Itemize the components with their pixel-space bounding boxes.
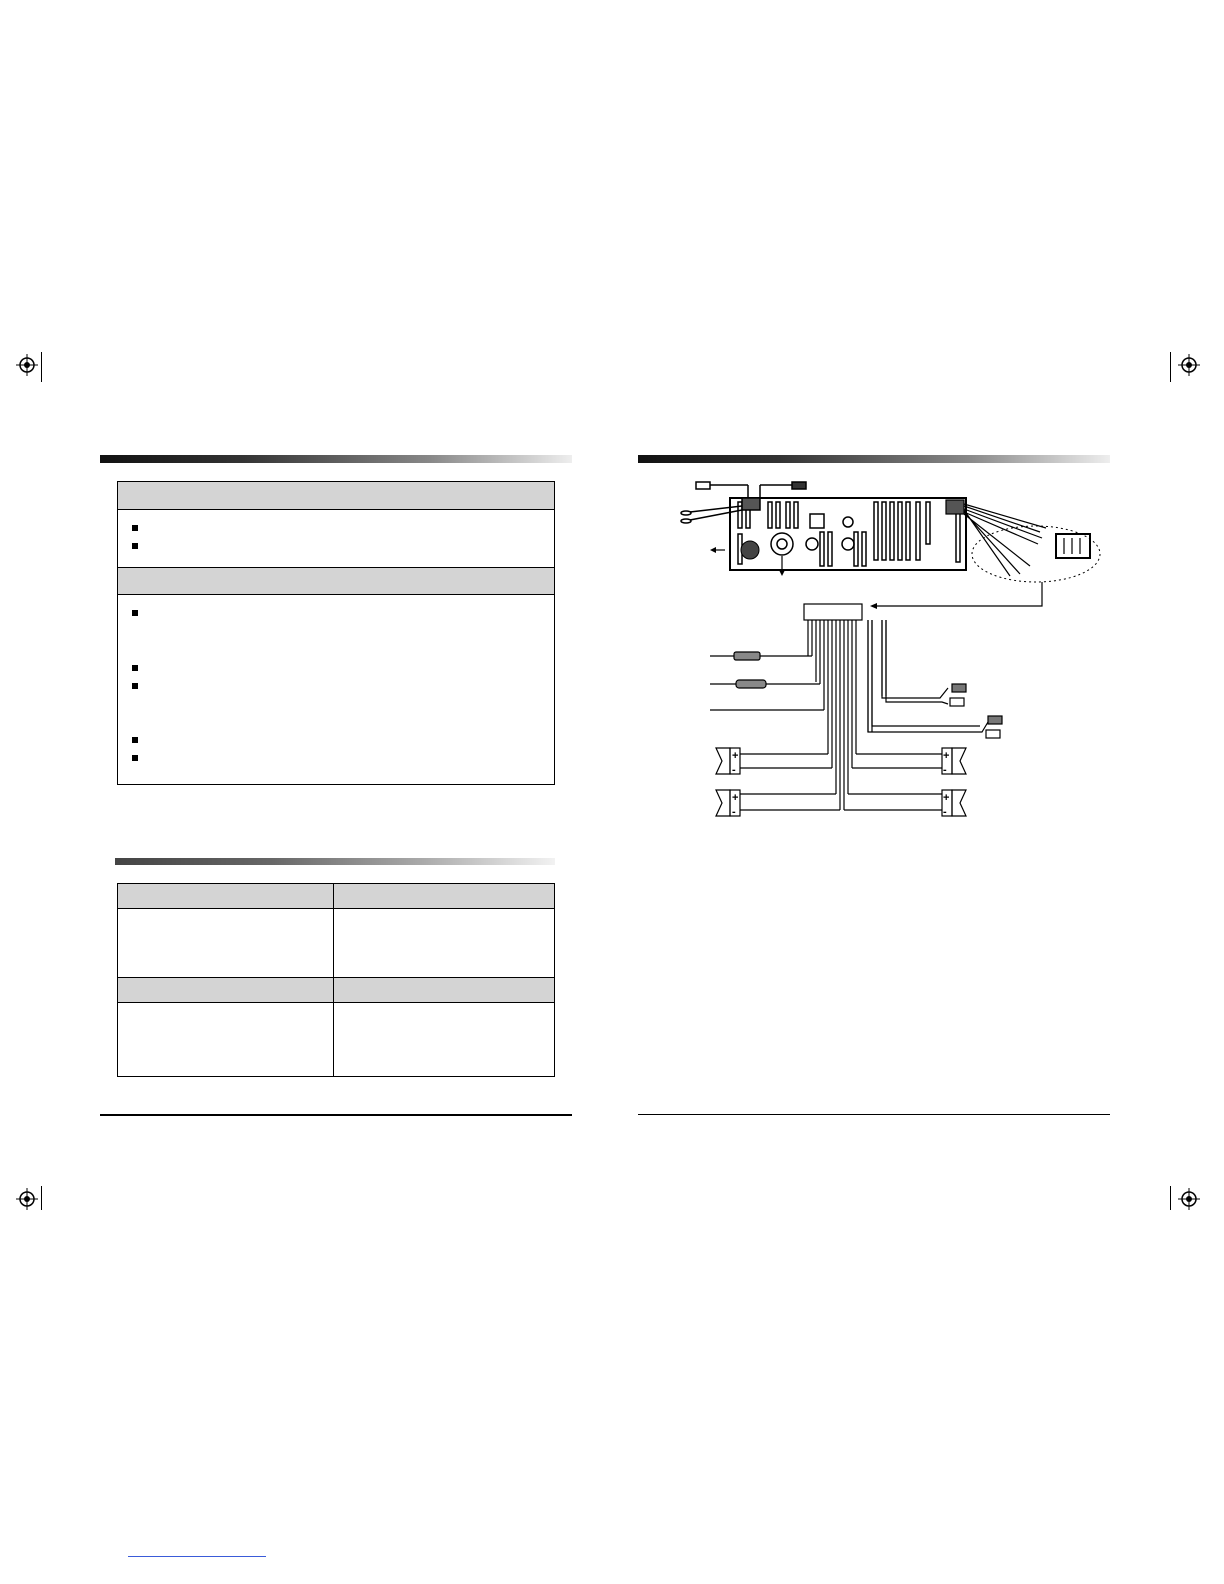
heat-sink-fins [738,502,960,566]
troubleshooting-box [117,481,555,785]
harness-wires [808,620,886,810]
list-bullet [132,525,138,531]
link-underline[interactable] [128,1556,266,1557]
power-wires [710,652,824,710]
section-header-bar [100,455,572,463]
fuse-holder-icon [806,517,854,550]
list-bullet [132,665,138,671]
din-connector-icon [771,533,793,555]
wiring-harness [946,500,1090,576]
table-header-row [118,977,554,1003]
registration-mark-top-left [14,352,44,382]
section-header-bar [638,455,1110,463]
section-header-bar [115,858,555,865]
speaker-plus-label: + [732,750,739,762]
list-bullet [132,610,138,616]
crop-line [41,352,42,382]
wiring-diagram [670,476,1110,826]
speaker-plus-label: + [943,750,950,762]
troubleshooting-section-header [118,567,554,595]
footer-rule [100,1114,572,1116]
list-bullet [132,737,138,743]
speaker-minus-label: - [732,806,736,818]
speaker-plus-label: + [943,792,950,804]
crop-line [41,1186,42,1210]
registration-mark-top-right [1176,352,1206,382]
crop-line [1170,352,1171,382]
table-header-row [118,883,554,909]
list-bullet [132,543,138,549]
specifications-table [117,883,555,1077]
registration-mark-bottom-right [1176,1186,1206,1216]
registration-mark-bottom-left [14,1186,44,1216]
connector-block [804,604,862,620]
crop-line [1170,1186,1171,1210]
list-bullet [132,683,138,689]
speaker-plus-label: + [732,792,739,804]
harness-detail-callout [972,526,1100,582]
rca-output-cables [868,620,1002,738]
list-bullet [132,755,138,761]
speaker-minus-label: - [943,764,947,776]
footer-rule [638,1114,1110,1115]
troubleshooting-section-header [118,482,554,510]
table-column-divider [333,884,334,1076]
antenna-jack-icon [741,541,759,559]
speaker-minus-label: - [943,806,947,818]
speaker-minus-label: - [732,764,736,776]
